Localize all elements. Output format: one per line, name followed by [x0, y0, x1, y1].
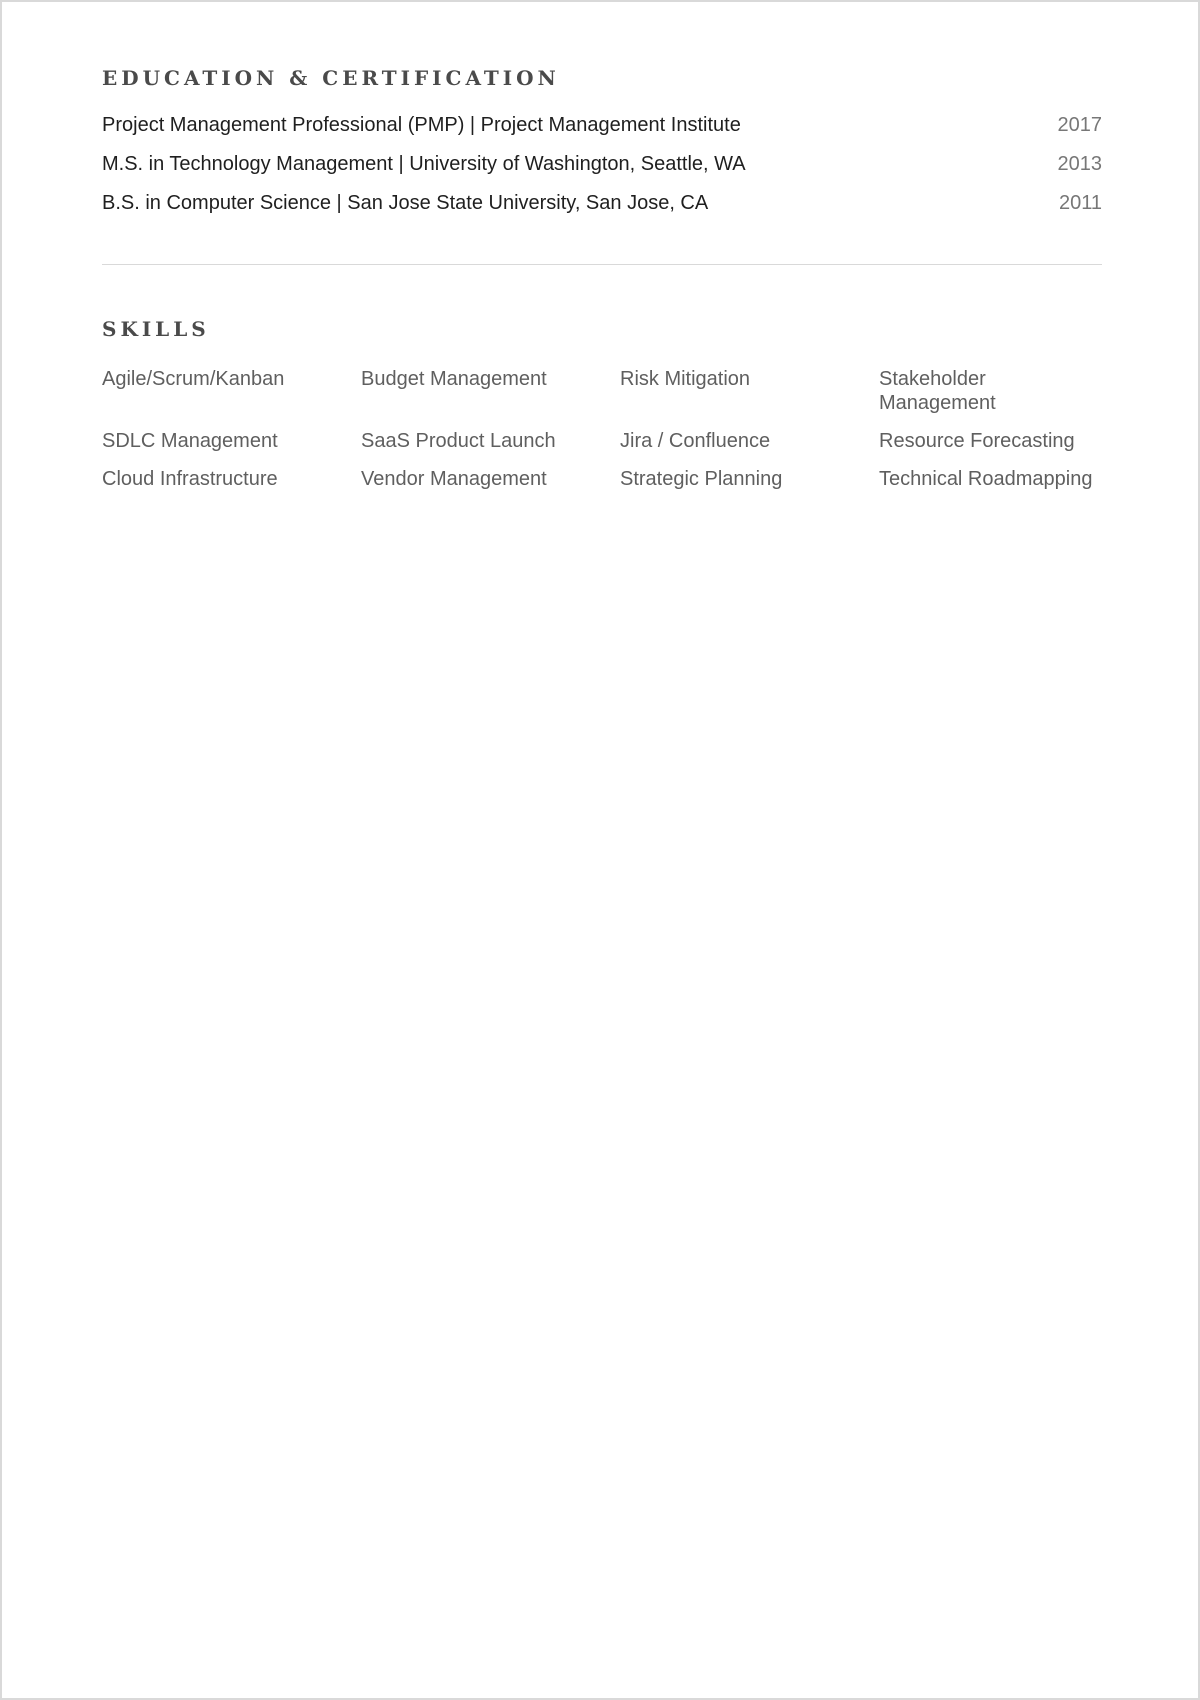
skill-item: Strategic Planning — [620, 468, 783, 490]
skills-grid — [102, 367, 1102, 491]
skill-item: Agile/Scrum/Kanban — [102, 368, 285, 390]
skill-item: Vendor Management — [361, 468, 547, 490]
skills-heading: SKILLS — [102, 317, 210, 341]
skill-item: Stakeholder Management — [879, 368, 996, 414]
education-item-year: 2013 — [1057, 153, 1102, 175]
education-item — [102, 153, 1102, 192]
education-item-year: 2017 — [1057, 114, 1102, 136]
skill-item: Resource Forecasting — [879, 430, 1075, 452]
education-item-year: 2011 — [1058, 192, 1102, 214]
skill-item: Budget Management — [361, 368, 547, 390]
skill-item: Risk Mitigation — [620, 368, 751, 390]
education-item-text: M.S. in Technology Management | University of Washington, Seattle, WA — [102, 153, 746, 175]
education-heading: EDUCATION & CERTIFICATION — [102, 66, 560, 90]
skill-item: Technical Roadmapping — [879, 468, 1093, 490]
skill-item: SaaS Product Launch — [361, 430, 556, 452]
section-divider — [102, 264, 1102, 265]
education-item-text: B.S. in Computer Science | San Jose State University, San Jose, CA — [102, 192, 709, 214]
education-list — [102, 114, 1102, 231]
education-item — [102, 114, 1102, 153]
education-item-text: Project Management Professional (PMP) | Project Management Institute — [102, 114, 741, 136]
education-item — [102, 192, 1102, 231]
skill-item: SDLC Management — [102, 430, 278, 452]
skill-item: Jira / Confluence — [620, 430, 771, 452]
skill-item: Cloud Infrastructure — [102, 468, 278, 490]
